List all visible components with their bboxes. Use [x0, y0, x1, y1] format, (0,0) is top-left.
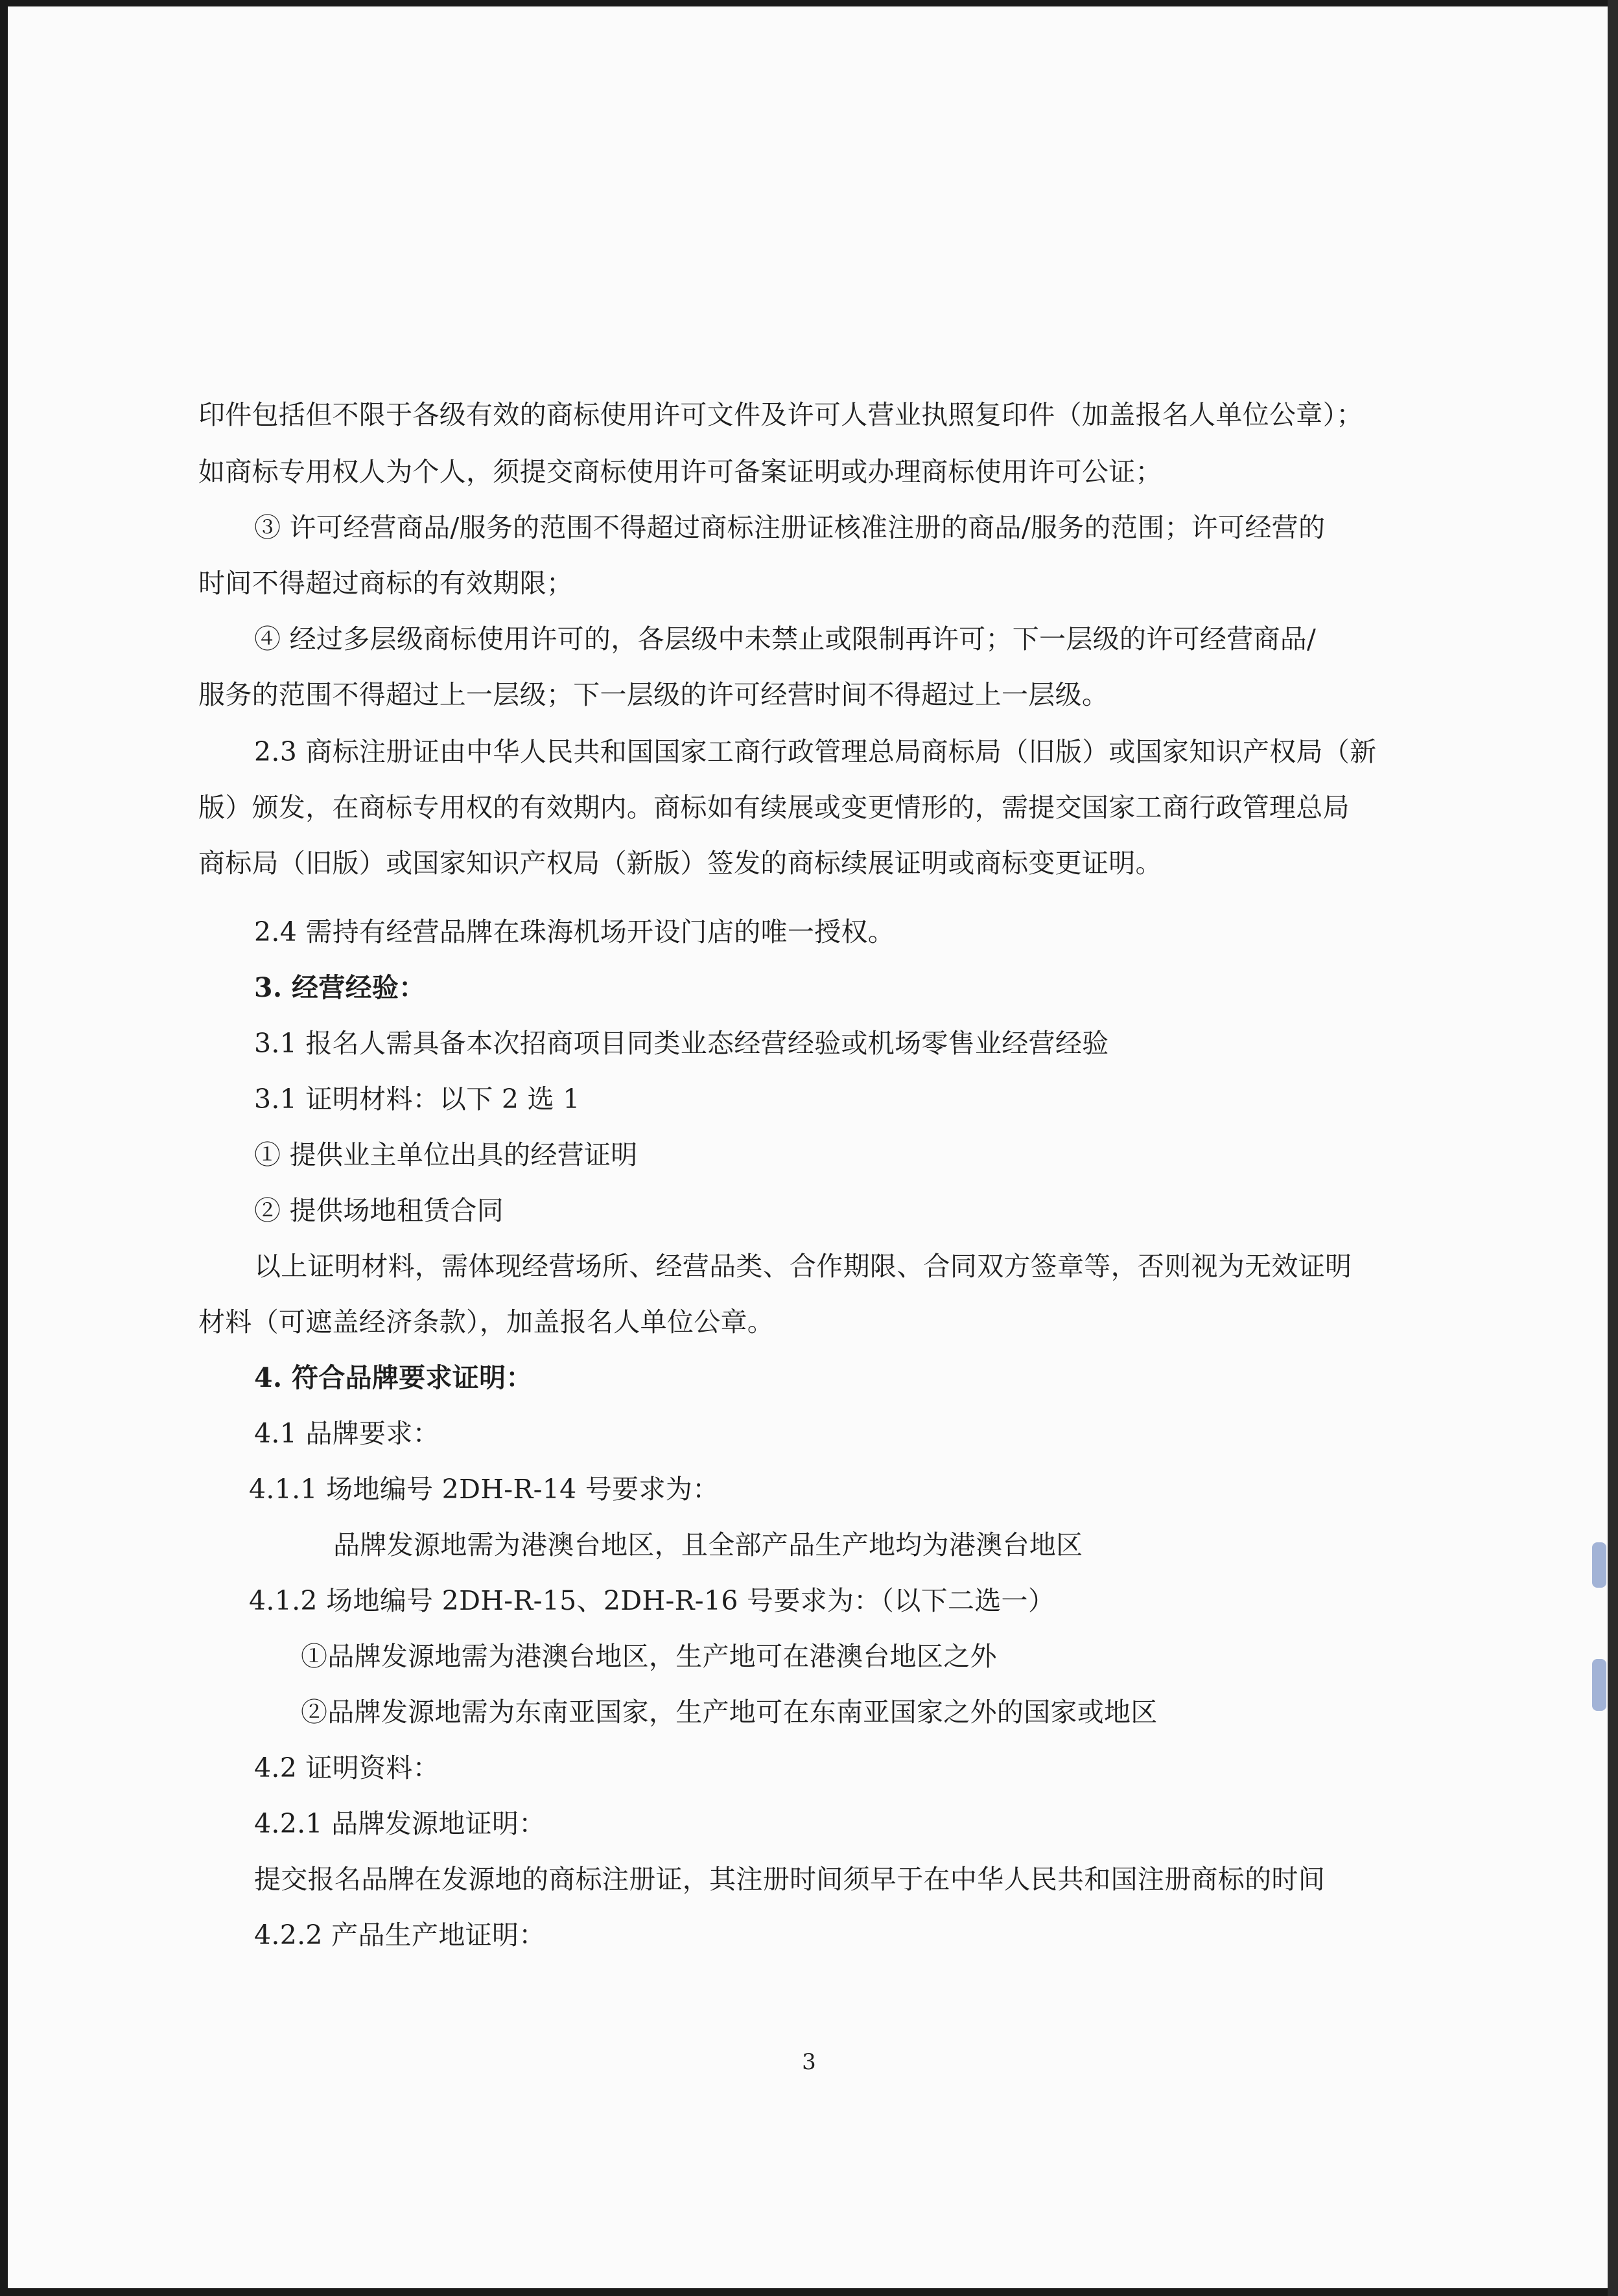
- text-line-4: 时间不得超过商标的有效期限；: [198, 568, 574, 599]
- stamp-fragment-lower: [1592, 1659, 1606, 1711]
- text-line-6: 服务的范围不得超过上一层级；下一层级的许可经营时间不得超过上一层级。: [198, 679, 1109, 710]
- text-line-10: 2.4 需持有经营品牌在珠海机场开设门店的唯一授权。: [254, 916, 895, 947]
- text-line-22: 4.1.2 场地编号 2DH-R-15、2DH-R-16 号要求为：（以下二选一）: [249, 1585, 1055, 1616]
- text-line-16: 以上证明材料，需体现经营场所、经营品类、合作期限、合同双方签章等，否则视为无效证明: [254, 1251, 1352, 1282]
- text-line-14: ① 提供业主单位出具的经营证明: [254, 1139, 638, 1170]
- text-line-26: 4.2.1 品牌发源地证明：: [254, 1808, 546, 1839]
- text-line-15: ② 提供场地租赁合同: [254, 1195, 504, 1226]
- text-line-20: 4.1.1 场地编号 2DH-R-14 号要求为：: [249, 1474, 720, 1505]
- text-line-3: ③ 许可经营商品/服务的范围不得超过商标注册证核准注册的商品/服务的范围；许可经营的: [254, 512, 1326, 543]
- stamp-fragment-upper: [1592, 1542, 1606, 1588]
- text-line-9: 商标局（旧版）或国家知识产权局（新版）签发的商标续展证明或商标变更证明。: [198, 848, 1162, 879]
- scan-border-left: [0, 0, 8, 2296]
- page-number: 3: [802, 2049, 816, 2075]
- text-line-24: ②品牌发源地需为东南亚国家，生产地可在东南亚国家之外的国家或地区: [301, 1697, 1158, 1728]
- section-heading-4: 4. 符合品牌要求证明：: [254, 1362, 533, 1393]
- scan-border-top: [0, 0, 1618, 6]
- section-heading-3: 3. 经营经验：: [254, 972, 426, 1003]
- text-line-25: 4.2 证明资料：: [254, 1752, 440, 1783]
- text-line-23: ①品牌发源地需为港澳台地区，生产地可在港澳台地区之外: [301, 1641, 997, 1672]
- text-line-5: ④ 经过多层级商标使用许可的，各层级中未禁止或限制再许可；下一层级的许可经营商品/: [254, 623, 1317, 655]
- text-line-19: 4.1 品牌要求：: [254, 1418, 440, 1449]
- text-line-28: 4.2.2 产品生产地证明：: [254, 1919, 546, 1951]
- text-line-17: 材料（可遮盖经济条款），加盖报名人单位公章。: [198, 1306, 775, 1338]
- text-line-27: 提交报名品牌在发源地的商标注册证，其注册时间须早于在中华人民共和国注册商标的时间: [254, 1864, 1325, 1895]
- text-line-21: 品牌发源地需为港澳台地区，且全部产品生产地均为港澳台地区: [333, 1529, 1083, 1560]
- text-line-13: 3.1 证明材料：以下 2 选 1: [254, 1084, 580, 1115]
- text-line-7: 2.3 商标注册证由中华人民共和国国家工商行政管理总局商标局（旧版）或国家知识产权局（新: [254, 736, 1377, 767]
- text-line-1: 印件包括但不限于各级有效的商标使用许可文件及许可人营业执照复印件（加盖报名人单位公章）；: [198, 399, 1363, 430]
- scan-border-right: [1608, 0, 1618, 2296]
- text-line-2: 如商标专用权人为个人，须提交商标使用许可备案证明或办理商标使用许可公证；: [198, 456, 1162, 487]
- text-line-8: 版）颁发，在商标专用权的有效期内。商标如有续展或变更情形的，需提交国家工商行政管理总局: [198, 792, 1350, 823]
- text-line-12: 3.1 报名人需具备本次招商项目同类业态经营经验或机场零售业经营经验: [254, 1028, 1109, 1059]
- scan-border-bottom: [0, 2288, 1618, 2296]
